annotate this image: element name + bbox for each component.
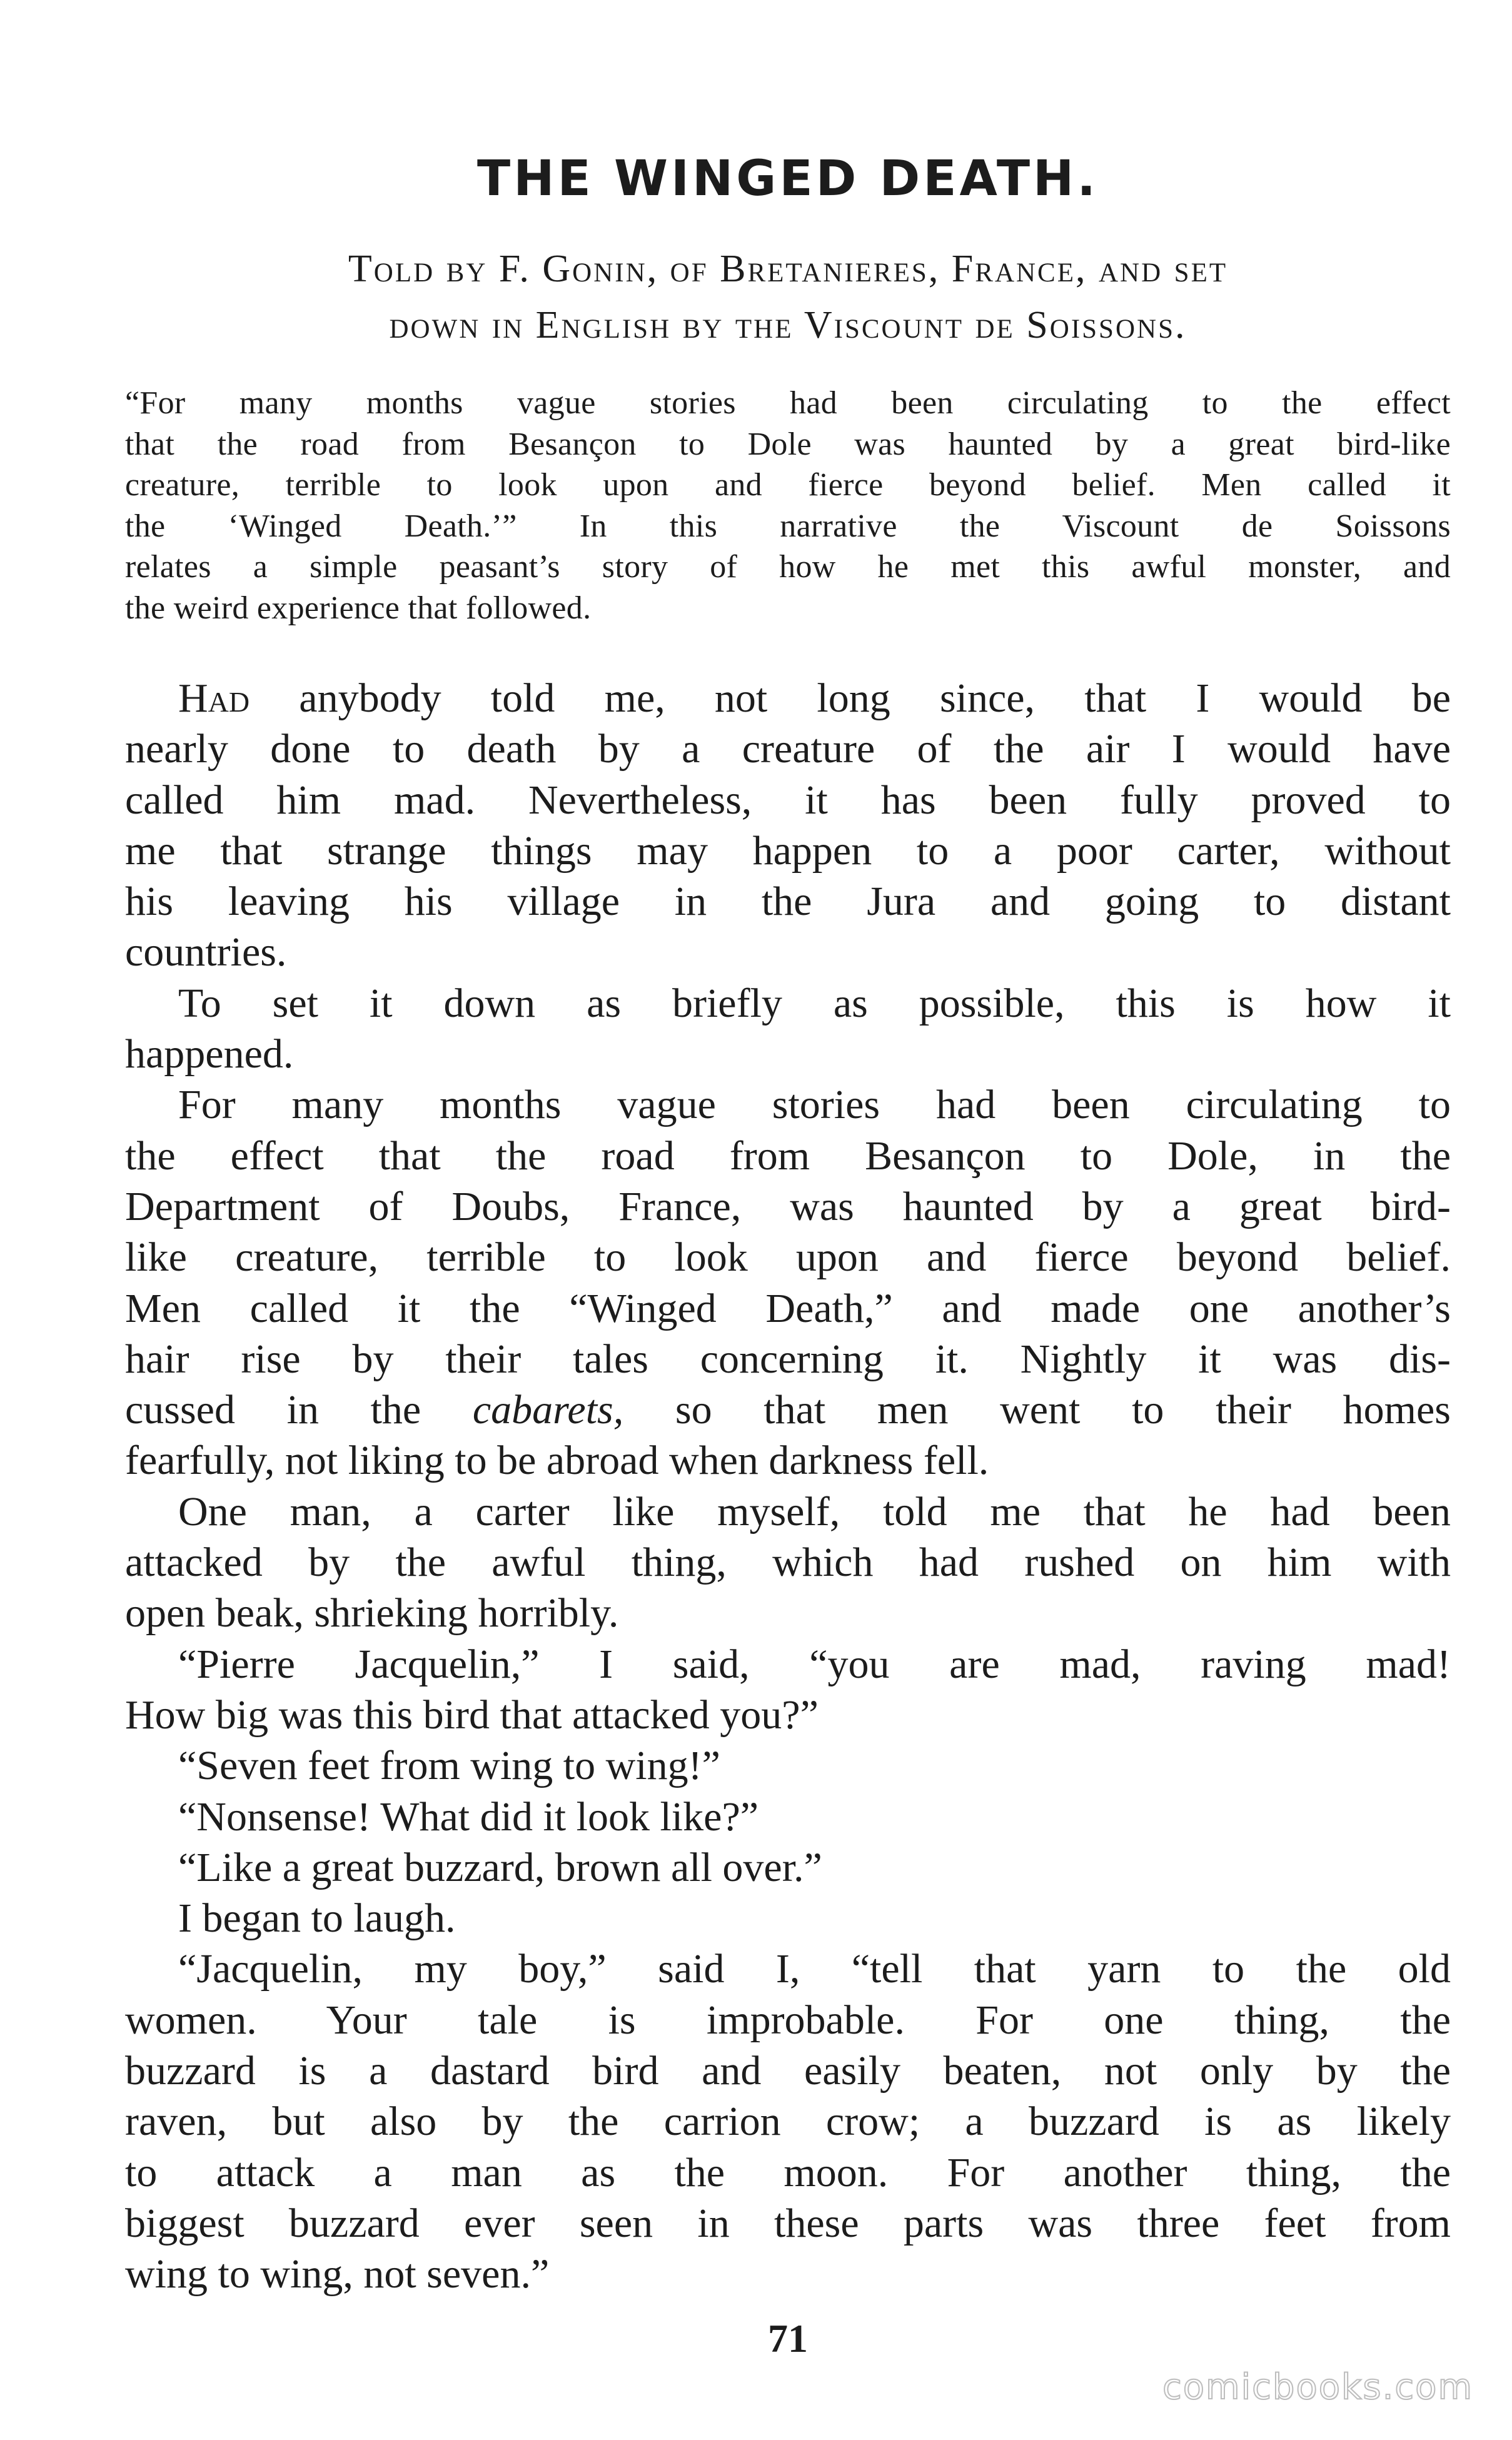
story-body bbox=[125, 673, 1451, 2300]
site-watermark: comicbooks.com bbox=[1162, 2367, 1473, 2407]
body-line: countries. bbox=[125, 929, 287, 975]
body-line: the effect that the road from Besançon to Dole, in the bbox=[125, 1132, 1451, 1179]
body-line: fearfully, not liking to be abroad when darkness fell. bbox=[125, 1438, 989, 1484]
intro-line: relates a simple peasant’s story of how he met this awful monster, and bbox=[125, 549, 1451, 585]
body-line: open beak, shrieking horribly. bbox=[125, 1590, 619, 1636]
body-line: wing to wing, not seven.” bbox=[125, 2251, 550, 2297]
body-line: his leaving his village in the Jura and going to distant bbox=[125, 879, 1451, 925]
body-line: For many months vague stories had been circulating to bbox=[178, 1082, 1451, 1128]
body-line: How big was this bird that attacked you?” bbox=[125, 1691, 819, 1738]
intro-line: the weird experience that followed. bbox=[125, 590, 592, 626]
body-line: buzzard is a dastard bird and easily beaten, not only by the bbox=[125, 2048, 1451, 2094]
body-text: anybody told me, not long since, that I would be bbox=[249, 675, 1451, 721]
byline-line: Told by F. Gonin, of Bretanieres, France, and set bbox=[348, 248, 1228, 290]
body-line: “Nonsense! What did it look like?” bbox=[178, 1793, 759, 1840]
body-text: so that men went to their homes bbox=[623, 1387, 1451, 1433]
intro-line: creature, terrible to look upon and fierce beyond belief. Men called it bbox=[125, 467, 1451, 503]
page-number: 71 bbox=[768, 2316, 808, 2361]
body-line: to attack a man as the moon. For another thing, the bbox=[125, 2149, 1451, 2195]
body-line: “Like a great buzzard, brown all over.” bbox=[178, 1844, 822, 1890]
body-line: To set it down as briefly as possible, this is how it bbox=[178, 980, 1451, 1026]
body-line: women. Your tale is improbable. For one thing, the bbox=[125, 1997, 1451, 2043]
body-line: One man, a carter like myself, told me that he had been bbox=[178, 1488, 1451, 1535]
body-line: raven, but also by the carrion crow; a buzzard is as likely bbox=[125, 2099, 1451, 2145]
body-line: “Jacquelin, my boy,” said I, “tell that yarn to the old bbox=[178, 1946, 1451, 1992]
body-line: nearly done to death by a creature of the air I would have bbox=[125, 726, 1451, 772]
body-line: I began to laugh. bbox=[178, 1895, 456, 1942]
body-line: me that strange things may happen to a poor carter, without bbox=[125, 827, 1451, 874]
body-text: cussed in the bbox=[125, 1387, 473, 1433]
body-line: Men called it the “Winged Death,” and made one another’s bbox=[125, 1285, 1451, 1331]
intro-summary bbox=[125, 383, 1451, 628]
body-line: like creature, terrible to look upon and fierce beyond belief. bbox=[125, 1234, 1451, 1281]
byline bbox=[125, 241, 1451, 353]
body-line: “Seven feet from wing to wing!” bbox=[178, 1743, 720, 1789]
body-line: biggest buzzard ever seen in these parts was three feet from bbox=[125, 2200, 1451, 2246]
body-line: hair rise by their tales concerning it. Nightly it was dis- bbox=[125, 1336, 1451, 1382]
byline-line: down in English by the Viscount de Soissons. bbox=[389, 304, 1187, 346]
intro-line: the ‘Winged Death.’” In this narrative the Viscount de Soissons bbox=[125, 508, 1451, 544]
body-line bbox=[125, 1384, 1451, 1435]
body-line bbox=[125, 673, 1451, 723]
body-line: Department of Doubs, France, was haunted by a great bird- bbox=[125, 1183, 1451, 1229]
chapter-title: THE WINGED DEATH. bbox=[477, 151, 1099, 207]
intro-line: “For many months vague stories had been circulating to the effect bbox=[125, 385, 1451, 421]
book-page bbox=[125, 0, 1451, 2440]
body-line: happened. bbox=[125, 1031, 294, 1077]
body-line: “Pierre Jacquelin,” I said, “you are mad, raving mad! bbox=[178, 1641, 1451, 1687]
body-line: attacked by the awful thing, which had rushed on him with bbox=[125, 1540, 1451, 1586]
drop-cap-word: Had bbox=[178, 675, 250, 721]
italic-word: cabarets, bbox=[472, 1387, 624, 1433]
body-line: called him mad. Nevertheless, it has been fully proved to bbox=[125, 777, 1451, 823]
intro-line: that the road from Besançon to Dole was haunted by a great bird-like bbox=[125, 426, 1451, 462]
